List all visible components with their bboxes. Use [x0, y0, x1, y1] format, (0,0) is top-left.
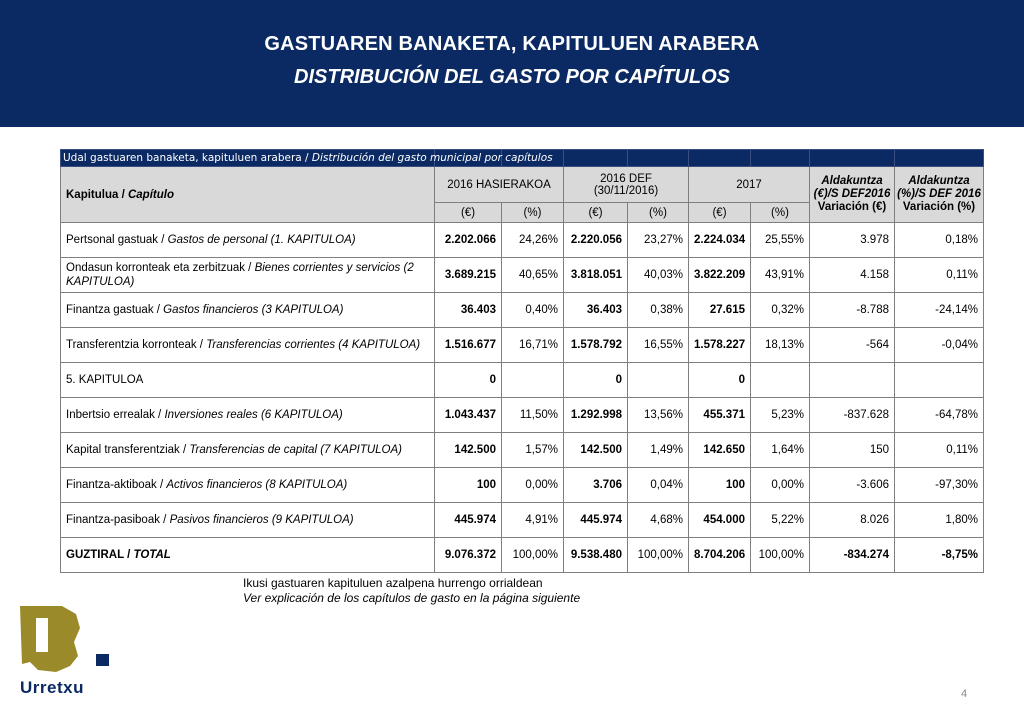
- cell-v3: 1.578.227: [689, 328, 751, 363]
- cell-p3: 25,55%: [751, 223, 810, 258]
- cell-v3: 3.822.209: [689, 258, 751, 293]
- cell-v1: 3.689.215: [435, 258, 502, 293]
- unit-eur: (€): [564, 203, 628, 223]
- caption-spanish: Distribución del gasto municipal por capítulos: [311, 152, 553, 164]
- page-number: 4: [961, 688, 968, 700]
- cell-p3: 1,64%: [751, 433, 810, 468]
- footnote: [243, 576, 580, 606]
- unit-pct: (%): [751, 203, 810, 223]
- cell-p3: [751, 363, 810, 398]
- unit-pct: (%): [502, 203, 564, 223]
- cell-p3: 0,00%: [751, 468, 810, 503]
- cell-vp: -0,04%: [895, 328, 984, 363]
- cell-va: -8.788: [810, 293, 895, 328]
- cell-p2: 0,38%: [628, 293, 689, 328]
- table-row: [61, 398, 984, 433]
- cell-vp: 0,11%: [895, 258, 984, 293]
- cell-v1: 2.202.066: [435, 223, 502, 258]
- cell-v1: 445.974: [435, 503, 502, 538]
- title-basque: GASTUAREN BANAKETA, KAPITULUEN ARABERA: [264, 33, 760, 55]
- row-label: Inbertsio errealak / Inversiones reales (6 KAPITULOA): [61, 398, 435, 433]
- cell-p1: 0,00%: [502, 468, 564, 503]
- table-row: [61, 468, 984, 503]
- table-body: [61, 223, 984, 573]
- cell-p2: 4,68%: [628, 503, 689, 538]
- cell-p2: 0,04%: [628, 468, 689, 503]
- cell-vp: 1,80%: [895, 503, 984, 538]
- cell-vp: 0,18%: [895, 223, 984, 258]
- table-row: [61, 223, 984, 258]
- cell-v1: 36.403: [435, 293, 502, 328]
- footnote-basque: Ikusi gastuaren kapituluen azalpena hurrengo orrialdean: [243, 576, 543, 590]
- table-caption: [61, 150, 553, 167]
- cell-vp: -24,14%: [895, 293, 984, 328]
- unit-pct: (%): [628, 203, 689, 223]
- cell-va: -564: [810, 328, 895, 363]
- cell-va: 3.978: [810, 223, 895, 258]
- cell-v2: 2.220.056: [564, 223, 628, 258]
- cell-p3: 43,91%: [751, 258, 810, 293]
- cell-p1: 0,40%: [502, 293, 564, 328]
- table-row: [61, 293, 984, 328]
- cell-v2: 445.974: [564, 503, 628, 538]
- cell-p3: 0,32%: [751, 293, 810, 328]
- cell-v1: 1.516.677: [435, 328, 502, 363]
- cell-p1: 100,00%: [502, 538, 564, 573]
- table-row: [61, 328, 984, 363]
- cell-v2: 1.578.792: [564, 328, 628, 363]
- column-header-chapter: Kapitulua / Capítulo: [61, 167, 435, 223]
- table-caption-row: [61, 150, 984, 167]
- column-header-variation-pct: Aldakuntza (%)/S DEF 2016 Variación (%): [895, 167, 984, 223]
- cell-va: -3.606: [810, 468, 895, 503]
- cell-vp: -64,78%: [895, 398, 984, 433]
- caption-basque: Udal gastuaren banaketa, kapituluen arabera /: [63, 152, 312, 164]
- cell-p3: 18,13%: [751, 328, 810, 363]
- cell-va: [810, 363, 895, 398]
- cell-v3: 2.224.034: [689, 223, 751, 258]
- budget-table: [60, 149, 984, 573]
- cell-v3: 8.704.206: [689, 538, 751, 573]
- cell-v1: 100: [435, 468, 502, 503]
- row-label: Finantza-pasiboak / Pasivos financieros (9 KAPITULOA): [61, 503, 435, 538]
- cell-p3: 5,22%: [751, 503, 810, 538]
- row-label: Transferentzia korronteak / Transferencias corrientes (4 KAPITULOA): [61, 328, 435, 363]
- cell-va: -837.628: [810, 398, 895, 433]
- column-group-2016-def: 2016 DEF (30/11/2016): [564, 167, 689, 203]
- row-label: Pertsonal gastuak / Gastos de personal (1. KAPITULOA): [61, 223, 435, 258]
- row-label: Finantza gastuak / Gastos financieros (3 KAPITULOA): [61, 293, 435, 328]
- logo-text: Urretxu: [20, 678, 84, 697]
- cell-va: -834.274: [810, 538, 895, 573]
- cell-p3: 100,00%: [751, 538, 810, 573]
- cell-p1: 4,91%: [502, 503, 564, 538]
- column-group-2016-initial: 2016 HASIERAKOA: [435, 167, 564, 203]
- cell-p2: 100,00%: [628, 538, 689, 573]
- cell-v1: 1.043.437: [435, 398, 502, 433]
- column-header-variation-eur: Aldakuntza (€)/S DEF2016 Variación (€): [810, 167, 895, 223]
- cell-vp: -8,75%: [895, 538, 984, 573]
- row-label: GUZTIRAL / TOTAL: [61, 538, 435, 573]
- cell-v3: 455.371: [689, 398, 751, 433]
- cell-v2: 0: [564, 363, 628, 398]
- cell-v2: 3.706: [564, 468, 628, 503]
- cell-v2: 9.538.480: [564, 538, 628, 573]
- cell-vp: [895, 363, 984, 398]
- cell-va: 150: [810, 433, 895, 468]
- cell-vp: 0,11%: [895, 433, 984, 468]
- cell-v3: 454.000: [689, 503, 751, 538]
- cell-p1: 16,71%: [502, 328, 564, 363]
- cell-v2: 3.818.051: [564, 258, 628, 293]
- cell-v1: 142.500: [435, 433, 502, 468]
- table-row: [61, 258, 984, 293]
- cell-v3: 27.615: [689, 293, 751, 328]
- header-row-groups: [61, 167, 984, 203]
- cell-p1: 1,57%: [502, 433, 564, 468]
- cell-p2: 23,27%: [628, 223, 689, 258]
- row-label: Finantza-aktiboak / Activos financieros (8 KAPITULOA): [61, 468, 435, 503]
- cell-p2: 16,55%: [628, 328, 689, 363]
- table-row: [61, 538, 984, 573]
- unit-eur: (€): [435, 203, 502, 223]
- row-label: Kapital transferentziak / Transferencias de capital (7 KAPITULOA): [61, 433, 435, 468]
- cell-p2: 40,03%: [628, 258, 689, 293]
- title-spanish: DISTRIBUCIÓN DEL GASTO POR CAPÍTULOS: [294, 66, 730, 88]
- column-group-2017: 2017: [689, 167, 810, 203]
- cell-v3: 0: [689, 363, 751, 398]
- cell-p2: 1,49%: [628, 433, 689, 468]
- cell-p3: 5,23%: [751, 398, 810, 433]
- cell-v2: 36.403: [564, 293, 628, 328]
- footnote-spanish: Ver explicación de los capítulos de gasto en la página siguiente: [243, 591, 581, 605]
- cell-v2: 1.292.998: [564, 398, 628, 433]
- cell-v3: 100: [689, 468, 751, 503]
- cell-p1: 40,65%: [502, 258, 564, 293]
- page-header: [0, 0, 1024, 127]
- cell-va: 4.158: [810, 258, 895, 293]
- row-label: 5. KAPITULOA: [61, 363, 435, 398]
- cell-v1: 9.076.372: [435, 538, 502, 573]
- cell-p2: 13,56%: [628, 398, 689, 433]
- cell-vp: -97,30%: [895, 468, 984, 503]
- cell-p1: 11,50%: [502, 398, 564, 433]
- table-row: [61, 363, 984, 398]
- row-label: Ondasun korronteak eta zerbitzuak / Bienes corrientes y servicios (2 KAPITULOA): [61, 258, 435, 293]
- cell-va: 8.026: [810, 503, 895, 538]
- cell-v2: 142.500: [564, 433, 628, 468]
- cell-v1: 0: [435, 363, 502, 398]
- table-row: [61, 503, 984, 538]
- cell-p1: 24,26%: [502, 223, 564, 258]
- cell-p2: [628, 363, 689, 398]
- unit-eur: (€): [689, 203, 751, 223]
- cell-v3: 142.650: [689, 433, 751, 468]
- cell-p1: [502, 363, 564, 398]
- table-row: [61, 433, 984, 468]
